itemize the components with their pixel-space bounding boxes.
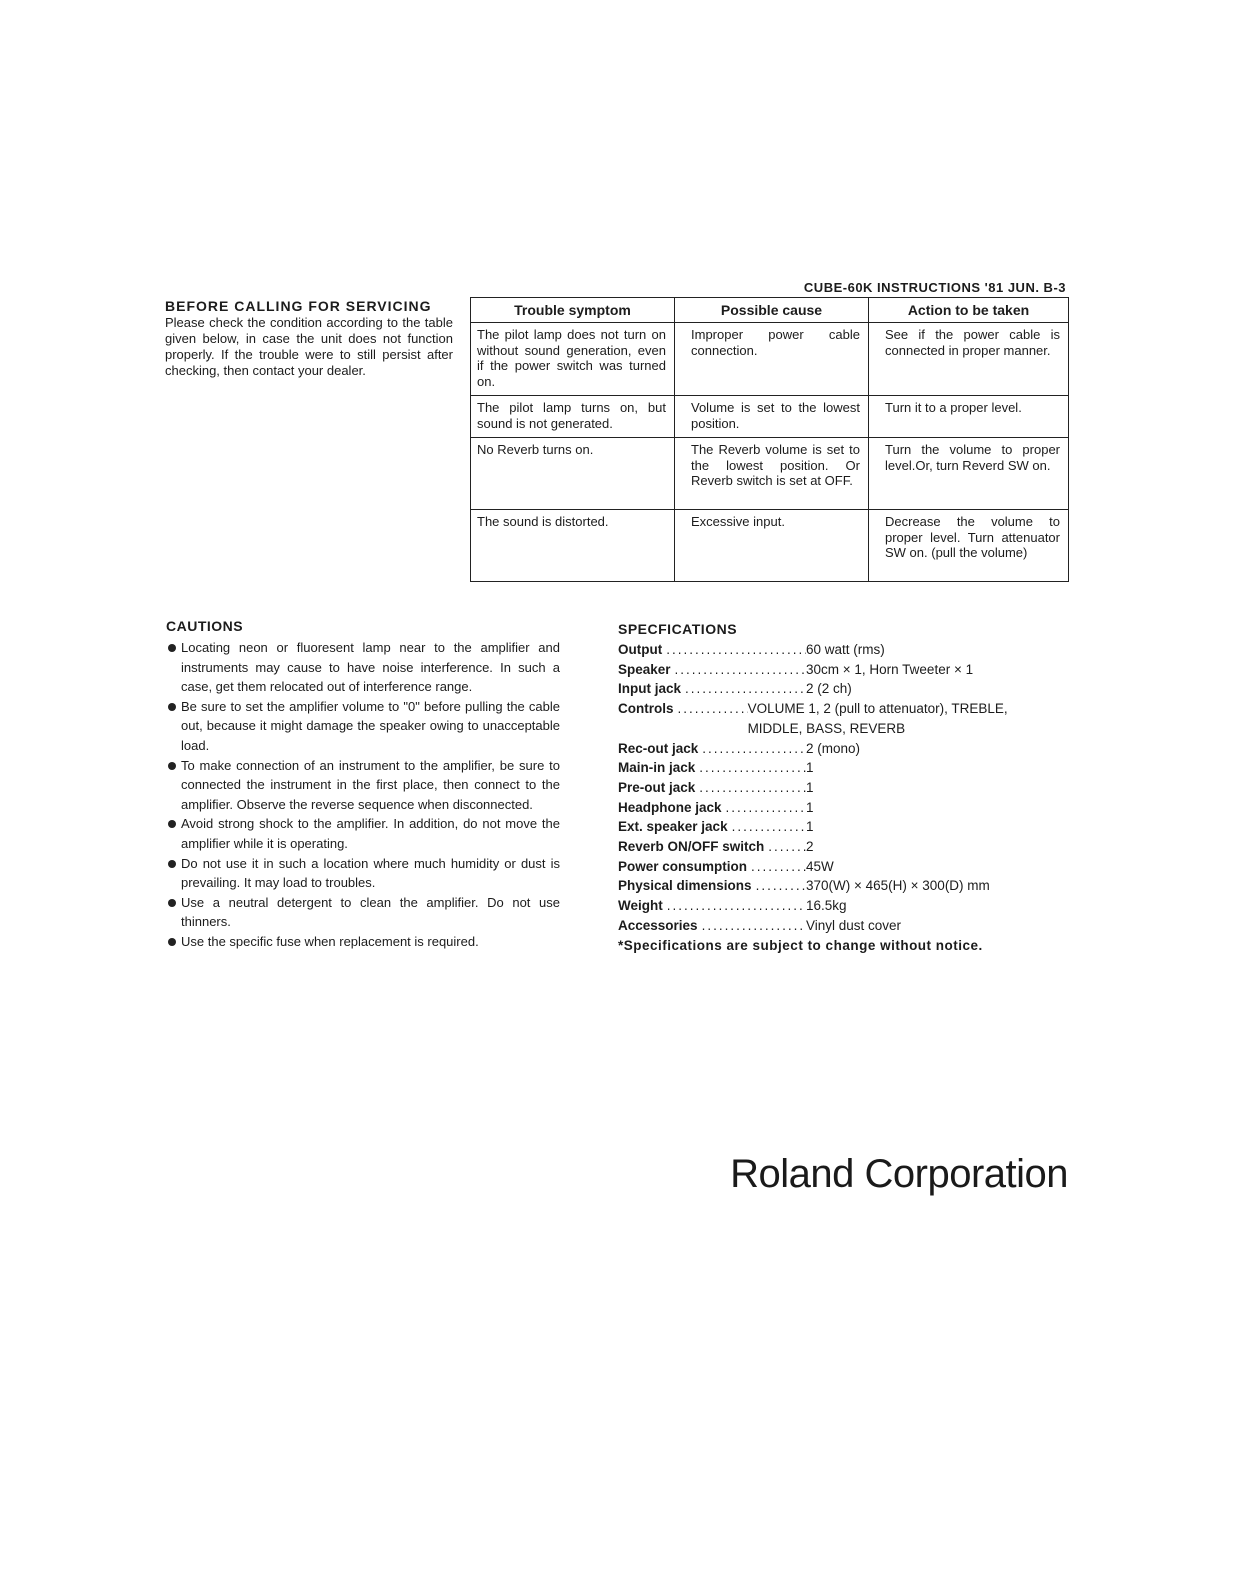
- bullet-icon: [168, 938, 176, 946]
- table-row: [471, 396, 1069, 438]
- bullet-icon: [168, 860, 176, 868]
- spec-label: Physical dimensions: [618, 878, 752, 894]
- spec-value: Vinyl dust cover: [806, 917, 902, 933]
- company-logo: Roland Corporation: [730, 1152, 1068, 1196]
- action-cell: Turn it to a proper level.: [869, 396, 1069, 438]
- spec-label: Accessories: [618, 917, 698, 933]
- specifications-note: *Specifications are subject to change without notice.: [618, 937, 983, 953]
- caution-text: Be sure to set the amplifier volume to "0" before pulling the cable out, because it might damage the speaker owing to unacceptable load.: [181, 698, 560, 753]
- cautions-section: [166, 618, 560, 952]
- page-header: CUBE-60K INSTRUCTIONS '81 JUN. B-3: [803, 280, 1066, 295]
- caution-item: [166, 638, 560, 697]
- cause-cell: Volume is set to the lowest position.: [675, 396, 869, 438]
- table-row: [471, 438, 1069, 510]
- caution-text: To make connection of an instrument to the amplifier, be sure to connected the instrument in the first place, then connect to the amplifier. Observe the reverse sequence when disconnected.: [181, 757, 560, 812]
- spec-row-main-in-jack: [618, 758, 1038, 778]
- bullet-icon: [168, 899, 176, 907]
- bullet-icon: [168, 644, 176, 652]
- column-header-symptom: Trouble symptom: [471, 298, 675, 323]
- spec-label: Weight: [618, 898, 663, 914]
- caution-item: [166, 756, 560, 815]
- cause-cell: Improper power cable connection.: [675, 323, 869, 396]
- spec-row-output: [618, 640, 1038, 660]
- caution-item: [166, 893, 560, 932]
- action-cell: Turn the volume to proper level.Or, turn Reverd SW on.: [869, 438, 1069, 510]
- action-cell: See if the power cable is connected in proper manner.: [869, 323, 1069, 396]
- spec-row-physical-dimensions: [618, 876, 1038, 896]
- caution-item: [166, 932, 560, 952]
- symptom-cell: The pilot lamp does not turn on without sound generation, even if the power switch was turned on.: [471, 323, 675, 396]
- table-row: [471, 323, 1069, 396]
- spec-row-pre-out-jack: [618, 778, 1038, 798]
- column-header-cause: Possible cause: [675, 298, 869, 323]
- bullet-icon: [168, 762, 176, 770]
- spec-label: Input jack: [618, 681, 682, 697]
- table-row: [471, 510, 1069, 582]
- spec-row-reverb-switch: [618, 837, 1038, 857]
- caution-text: Use a neutral detergent to clean the amplifier. Do not use thinners.: [181, 894, 560, 930]
- caution-item: [166, 697, 560, 756]
- bullet-icon: [168, 703, 176, 711]
- symptom-cell: The sound is distorted.: [471, 510, 675, 582]
- cause-cell: Excessive input.: [675, 510, 869, 582]
- spec-row-controls: [618, 699, 1038, 738]
- spec-value: 2 (2 ch): [806, 681, 852, 697]
- servicing-section: [165, 298, 453, 379]
- caution-text: Use the specific fuse when replacement is required.: [181, 933, 479, 949]
- symptom-cell: The pilot lamp turns on, but sound is not generated.: [471, 396, 675, 438]
- spec-row-weight: [618, 896, 1038, 916]
- bullet-icon: [168, 820, 176, 828]
- spec-label: Main-in jack: [618, 760, 696, 776]
- symptom-cell: No Reverb turns on.: [471, 438, 675, 510]
- spec-label: Power consumption: [618, 858, 748, 874]
- servicing-body: Please check the condition according to the table given below, in case the unit does not function properly. If the trouble were to still persist after checking, then contact your dealer.: [165, 315, 453, 378]
- cautions-list: [166, 638, 560, 952]
- spec-value: 1: [806, 760, 814, 776]
- spec-row-accessories: [618, 916, 1038, 936]
- troubleshooting-table: [470, 297, 1069, 582]
- spec-value: 45W: [806, 858, 834, 874]
- specifications-title: SPECFICATIONS: [618, 621, 738, 637]
- spec-label: Ext. speaker jack: [618, 819, 728, 835]
- spec-row-rec-out-jack: [618, 739, 1038, 759]
- cause-cell: The Reverb volume is set to the lowest position. Or Reverb switch is set at OFF.: [675, 438, 869, 510]
- spec-value: 16.5kg: [806, 898, 847, 914]
- spec-label: Headphone jack: [618, 799, 722, 815]
- caution-text: Avoid strong shock to the amplifier. In addition, do not move the amplifier while it is operating.: [181, 816, 560, 851]
- spec-row-ext-speaker-jack: [618, 817, 1038, 837]
- spec-value: 1: [806, 819, 814, 835]
- action-cell: Decrease the volume to proper level. Turn attenuator SW on. (pull the volume): [869, 510, 1069, 582]
- table-header-row: [471, 298, 1069, 323]
- spec-value: 60 watt (rms): [806, 642, 885, 657]
- spec-row-headphone-jack: [618, 798, 1038, 818]
- servicing-title: BEFORE CALLING FOR SERVICING: [165, 298, 432, 314]
- spec-label: Output: [618, 642, 663, 657]
- spec-row-power-consumption: [618, 857, 1038, 877]
- spec-value: 1: [806, 799, 814, 815]
- spec-label: Speaker: [618, 661, 671, 677]
- column-header-action: Action to be taken: [869, 298, 1069, 323]
- spec-label: Rec-out jack: [618, 740, 699, 756]
- caution-item: [166, 854, 560, 893]
- spec-label: Pre-out jack: [618, 779, 696, 795]
- spec-value: 1: [806, 779, 814, 795]
- caution-text: Locating neon or fluoresent lamp near to the amplifier and instruments may cause to have noise interference. In such a case, get them relocated out of interference range.: [181, 640, 560, 695]
- spec-label: Reverb ON/OFF switch: [618, 839, 765, 855]
- spec-row-input-jack: [618, 679, 1038, 699]
- spec-row-speaker: [618, 660, 1038, 680]
- spec-value: VOLUME 1, 2 (pull to attenuator), TREBLE, MIDDLE, BASS, REVERB: [747, 701, 1008, 736]
- spec-value: 2 (mono): [806, 740, 861, 756]
- specifications-section: [618, 621, 1038, 955]
- spec-label: Controls: [618, 701, 674, 717]
- cautions-title: CAUTIONS: [166, 618, 244, 634]
- spec-value: 30cm × 1, Horn Tweeter × 1: [806, 661, 974, 677]
- spec-value: 370(W) × 465(H) × 300(D) mm: [806, 878, 990, 894]
- spec-value: 2: [806, 839, 814, 855]
- caution-item: [166, 814, 560, 853]
- caution-text: Do not use it in such a location where much humidity or dust is prevailing. It may load to troubles.: [181, 855, 560, 891]
